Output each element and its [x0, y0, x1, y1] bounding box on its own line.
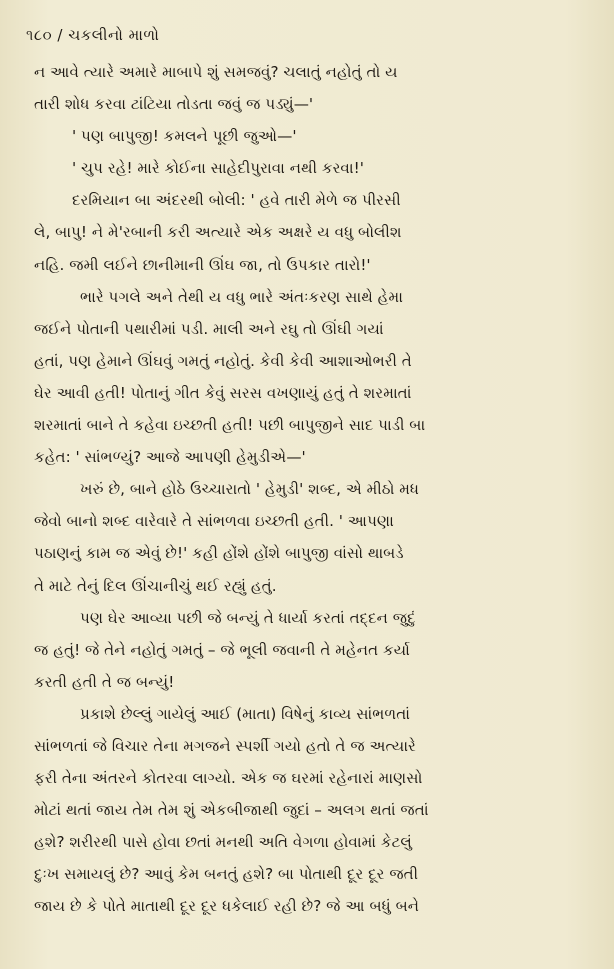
text-line: પ્રકાશે છેલ્લું ગાયેલું આઈ (માતા) વિષેનું કાવ્ય સાંભળતાં	[80, 704, 410, 723]
text-line: ખરું છે, બાને હોઠે ઉચ્ચારાતો ' હેમુડી' શબ્દ, એ મીઠો મધ	[80, 480, 420, 499]
text-line: દુઃખ સમાયલું છે? આવું કેમ બનતું હશે? બા પોતાથી દૂર દૂર જતી	[34, 865, 419, 884]
text-line: જેવો બાનો શબ્દ વારેવારે તે સાંભળવા ઇચ્છતી હતી. ' આપણા	[34, 512, 394, 531]
text-line: મોટાં થતાં જાય તેમ તેમ શું એકબીજાથી જુદાં – અલગ થતાં જતાં	[34, 801, 429, 820]
text-line: કરતી હતી તે જ બન્યું!	[34, 672, 175, 691]
running-head: ૧૮૦ / ચકલીનો માળો	[26, 26, 160, 44]
text-line: કહેત: ' સાંભળ્યું? આજે આપણી હેમુડીએ—'	[34, 448, 306, 467]
text-line: હતાં, પણ હેમાને ઊંઘવું ગમતું નહોતું. કેવી કેવી આશાઓભરી તે	[34, 351, 412, 370]
text-line: જઈને પોતાની પથારીમાં પડી. માલી અને રઘુ તો ઊંઘી ગયાં	[34, 319, 384, 338]
text-line: ' પણ બાપુજી! કમલને પૂછી જુઓ—'	[72, 127, 297, 146]
text-line: જાય છે કે પોતે માતાથી દૂર દૂર ધકેલાઈ રહી છે? જે આ બધું બને	[34, 897, 420, 916]
text-line: જ હતું! જે તેને નહોતું ગમતું – જે ભૂલી જવાની તે મહેનત કર્યા	[34, 640, 410, 659]
text-line: પઠાણનું કામ જ એવું છે!' કહી હોંશે હોંશે બાપુજી વાંસો થાબડે	[34, 544, 404, 563]
text-line: ન આવે ત્યારે અમારે માબાપે શું સમજવું? ચલાતું નહોતું તો ય	[34, 63, 398, 81]
text-line: તારી શોધ કરવા ટાંટિયા તોડતા જવું જ પડ્યું—'	[34, 95, 314, 114]
text-line: નહિ. જમી લઈને છાનીમાની ઊંઘ જા, તો ઉપકાર તારો!'	[34, 255, 371, 274]
text-line: ફરી તેના અંતરને કોતરવા લાગ્યો. એક જ ઘરમાં રહેનારાં માણસો	[34, 769, 423, 788]
text-line: શરમાતાં બાને તે કહેવા ઇચ્છતી હતી! પછી બાપુજીને સાદ પાડી બા	[34, 416, 426, 435]
text-line: ' ચુપ રહે! મારે કોઈના સાહેદીપુરાવા નથી કરવા!'	[72, 159, 364, 178]
text-line: સાંભળતાં જે વિચાર તેના મગજને સ્પર્શી ગયો હતો તે જ અત્યારે	[34, 736, 416, 755]
text-line: ઘેર આવી હતી! પોતાનું ગીત કેવું સરસ વખણાયું હતું તે શરમાતાં	[34, 383, 412, 402]
text-line: દરમિયાન બા અંદરથી બોલી: ' હવે તારી મેળે જ પીરસી	[72, 191, 401, 210]
text-line: ભારે પગલે અને તેથી ય વધુ ભારે અંતઃકરણ સાથે હેમા	[80, 287, 403, 306]
text-line: લે, બાપુ! ને મે'રબાની કરી અત્યારે એક અક્ષરે ય વધુ બોલીશ	[34, 223, 402, 242]
body-text	[34, 56, 574, 923]
text-line: પણ ઘેર આવ્યા પછી જે બન્યું તે ધાર્યા કરતાં તદ્દન જુદું	[80, 608, 416, 627]
text-line: હશે? શરીરથી પાસે હોવા છતાં મનથી અતિ વેગળા હોવામાં કેટલું	[34, 833, 412, 852]
text-line: તે માટે તેનું દિલ ઊંચાનીચું થઈ રહ્યું હતું.	[34, 576, 277, 595]
